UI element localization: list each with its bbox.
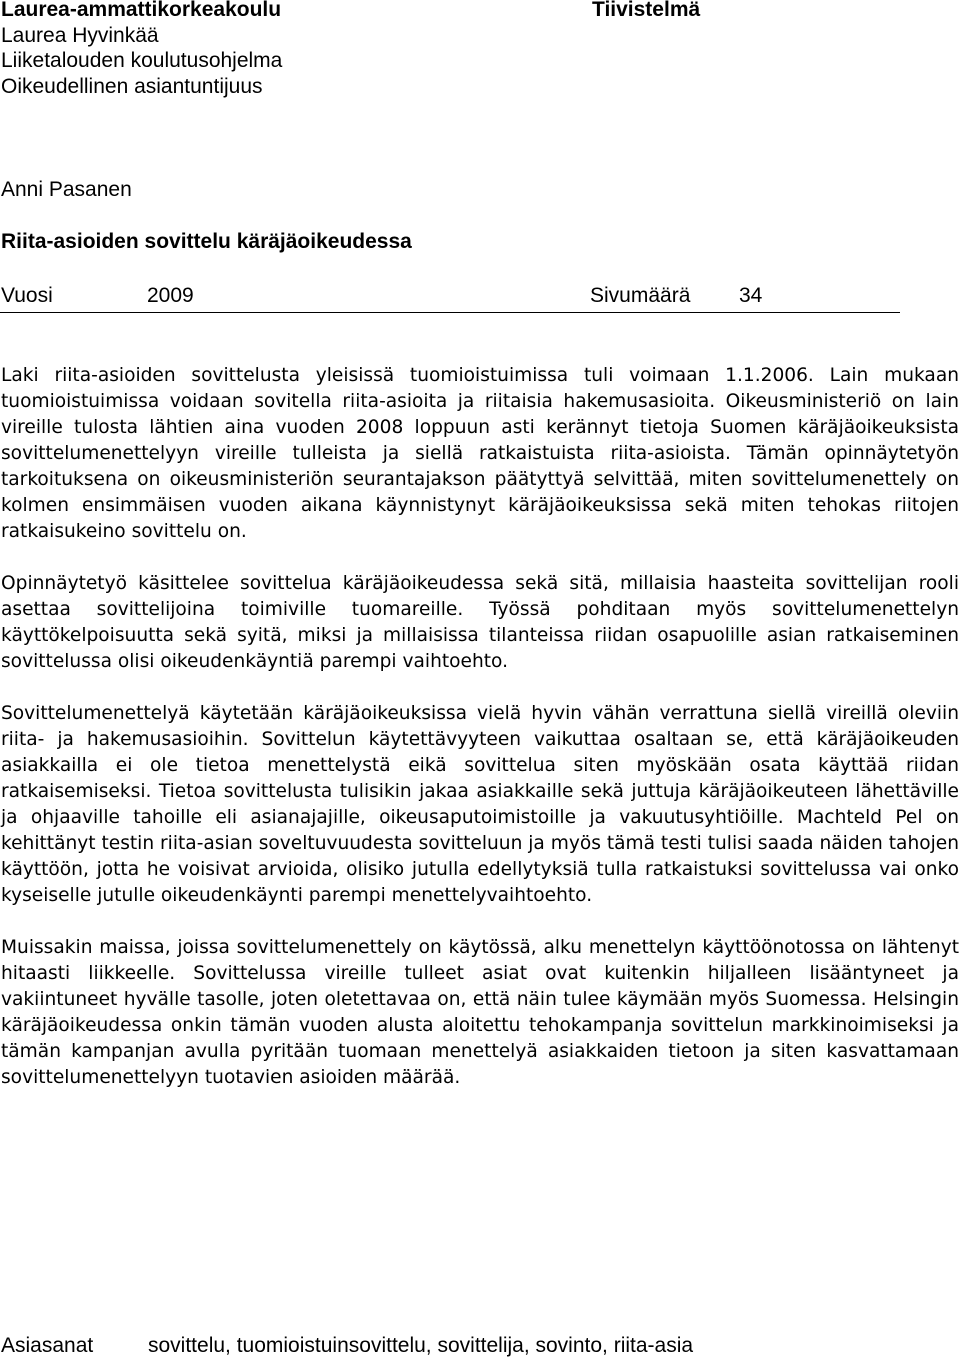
abstract-paragraph: Opinnäytetyö käsittelee sovittelua käräjäoikeudessa sekä sitä, millaisia haasteita sovittelijan rooli asettaa sovittelijoina toimiville tuomareille. Työssä pohditaan myös sovittelumenettelyn käyttökelpoisuutta sekä syitä, miksi ja millaisissa tilanteissa riidan osapuolille asian ratkaiseminen sovittelussa olisi oikeudenkäyntiä parempi vaihtoehto. <box>1 573 959 672</box>
thesis-title: Riita-asioiden sovittelu käräjäoikeudessa <box>1 230 412 253</box>
institution-name: Laurea-ammattikorkeakoulu <box>1 0 282 21</box>
author-name: Anni Pasanen <box>1 178 132 201</box>
institution-block <box>1 0 282 99</box>
abstract-body <box>1 363 959 1117</box>
year-label: Vuosi <box>1 284 53 307</box>
abstract-paragraph: Sovittelumenettelyä käytetään käräjäoikeuksissa vielä hyvin vähän verrattuna siellä vireillä oleviin riita- ja hakemusasioihin. Sovittelun käytettävyyteen vaikuttaa osaltaan se, että käräjäoikeuden asiakkailla ei ole tietoa menettelystä eikä sovittelua siten myöskään osata käyttää riidan ratkaisemiseksi. Tietoa sovittelusta tulisikin jakaa asiakkaille sekä juttuja käräjäoikeuteen lähettäville ja ohjaaville tahoille eli asianajajille, oikeusaputoimistoille ja vakuutusyhtiöille. Machteld Pel on kehittänyt testin riita-asian soveltuvuudesta sovitteluun ja myös tämä testi tulisi saada näiden tahojen käyttöön, jotta he voisivat arvioida, olisiko jutulla edellytyksiä tulla ratkaistuksi sovittelussa vai onko kyseiselle jutulle oikeudenkäynti parempi menettelyvaihtoehto. <box>1 703 959 906</box>
document-type: Tiivistelmä <box>592 0 701 21</box>
pages-label: Sivumäärä <box>590 284 691 307</box>
keywords-label: Asiasanat <box>1 1334 94 1357</box>
abstract-paragraph: Laki riita-asioiden sovittelusta yleisissä tuomioistuimissa tuli voimaan 1.1.2006. Lain mukaan tuomioistuimissa voidaan sovitella riita-asioita ja riitaisia hakemusasioita. Oikeusministeriö on lain vireille tulosta lähtien aina vuoden 2008 loppuun asti kerännyt tietoja Suomen käräjäoikeuksista sovittelumenettelyyn vireille tulleista ja siellä ratkaistuista riita-asioista. Tämän opinnäytetyön tarkoituksena on oikeusministeriön seurantajakson päätyttyä selvittää, miten sovittelumenettely on kolmen ensimmäisen vuoden aikana käynnistynyt käräjäoikeuksissa sekä miten tehokas riitojen ratkaisukeino sovittelu on. <box>1 365 959 542</box>
meta-row <box>0 284 900 313</box>
program-name: Liiketalouden koulutusohjelma <box>1 49 283 72</box>
specialization-name: Oikeudellinen asiantuntijuus <box>1 74 263 98</box>
campus-name: Laurea Hyvinkää <box>1 23 159 47</box>
keywords-value: sovittelu, tuomioistuinsovittelu, sovittelija, sovinto, riita-asia <box>148 1334 694 1357</box>
pages-value: 34 <box>739 284 763 307</box>
abstract-paragraph: Muissakin maissa, joissa sovittelumenettely on käytössä, alku menettelyn käyttöönotossa on lähtenyt hitaasti liikkeelle. Sovittelussa vireille tulleet asiat ovat kuitenkin hiljalleen lisääntyneet ja vakiintuneet hyvälle tasolle, joten oletettavaa on, että näin tulee käymään myös Suomessa. Helsingin käräjäoikeudessa onkin tämän vuoden alusta aloitettu tehokampanja sovittelun markkinoimiseksi ja tämän kampanjan avulla pyritään tuomaan menettelyä asiakkaiden tietoon ja siten kasvattamaan sovittelumenettelyyn tuotavien asioiden määrää. <box>1 937 959 1088</box>
year-value: 2009 <box>147 284 194 307</box>
